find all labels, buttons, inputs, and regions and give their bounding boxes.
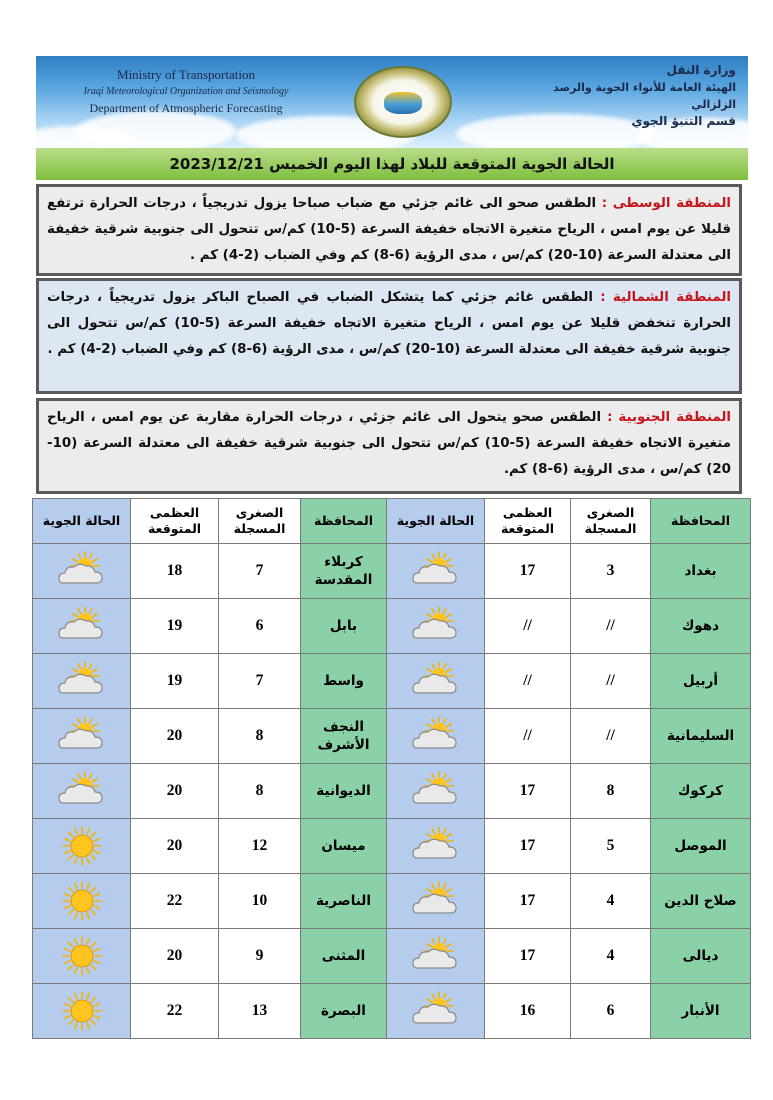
region-north-name: المنطقة الشمالية : xyxy=(600,290,731,305)
table-row xyxy=(33,984,751,1039)
min-temp-cell: 8 xyxy=(571,764,651,819)
partly-cloudy-icon xyxy=(409,936,463,976)
partly-cloudy-icon xyxy=(55,551,109,591)
table-row xyxy=(33,929,751,984)
forecast-page xyxy=(28,52,750,1062)
table-header-row xyxy=(33,499,751,544)
governorate-cell: بابل xyxy=(301,599,387,654)
weather-cell xyxy=(33,599,131,654)
weather-cell xyxy=(387,654,485,709)
weather-cell xyxy=(387,819,485,874)
max-temp-cell: // xyxy=(485,654,571,709)
max-temp-cell: 22 xyxy=(131,874,219,929)
governorate-cell: أربيل xyxy=(651,654,751,709)
max-temp-cell: 17 xyxy=(485,819,571,874)
governorate-cell: السليمانية xyxy=(651,709,751,764)
partly-cloudy-icon xyxy=(409,991,463,1031)
weather-cell xyxy=(33,984,131,1039)
min-temp-cell: // xyxy=(571,709,651,764)
governorate-cell: الناصرية xyxy=(301,874,387,929)
governorate-cell: الموصل xyxy=(651,819,751,874)
min-temp-cell: 10 xyxy=(219,874,301,929)
table-row xyxy=(33,874,751,929)
governorate-cell: النجف الأشرف xyxy=(301,709,387,764)
min-temp-cell: 8 xyxy=(219,709,301,764)
weather-cell xyxy=(33,654,131,709)
header-banner xyxy=(36,56,748,148)
min-temp-cell: 4 xyxy=(571,874,651,929)
min-temp-cell: 7 xyxy=(219,544,301,599)
weather-cell xyxy=(387,709,485,764)
sunny-icon xyxy=(60,824,104,868)
min-temp-cell: 12 xyxy=(219,819,301,874)
region-central xyxy=(36,184,742,276)
partly-cloudy-icon xyxy=(409,771,463,811)
governorate-cell: ديالى xyxy=(651,929,751,984)
header-weather: الحالة الجوية xyxy=(387,499,485,544)
partly-cloudy-icon xyxy=(409,826,463,866)
max-temp-cell: // xyxy=(485,709,571,764)
min-temp-cell: // xyxy=(571,654,651,709)
ministry-name-en: Ministry of Transportation xyxy=(117,67,255,82)
governorate-cell: الأنبار xyxy=(651,984,751,1039)
header-min: الصغرى المسجلة xyxy=(219,499,301,544)
max-temp-cell: 20 xyxy=(131,764,219,819)
header-weather: الحالة الجوية xyxy=(33,499,131,544)
min-temp-cell: 8 xyxy=(219,764,301,819)
governorate-cell: البصرة xyxy=(301,984,387,1039)
min-temp-cell: 6 xyxy=(571,984,651,1039)
region-central-name: المنطقة الوسطى : xyxy=(601,196,731,211)
weather-cell xyxy=(387,874,485,929)
sunny-icon xyxy=(60,934,104,978)
department-name-en: Department of Atmospheric Forecasting xyxy=(89,101,283,115)
region-south-text: الطقس صحو يتحول الى غائم جزئي ، درجات الحرارة مقاربة عن يوم امس ، الرياح متغيرة الاتجاه خفيفة السرعة (5-10) كم/س تتحول الى جنوبية شرقية خفيفة الى معتدلة السرعة (10-20) كم/س ، مدى الرؤية (6-8) كم. xyxy=(47,410,731,477)
region-north xyxy=(36,278,742,394)
max-temp-cell: 17 xyxy=(485,764,571,819)
region-north-text: الطقس غائم جزئي كما يتشكل الضباب في الصباح الباكر يزول تدريجياً ، درجات الحرارة تنخفض قليلا عن يوم امس ، الرياح متغيرة الاتجاه خفيفة السرعة (5-10) كم/س تتحول الى جنوبية شرقية خفيفة الى معتدلة السرعة (10-20) كم/س ، مدى الرؤية (6-8) كم وفي الضباب (2-4) كم . xyxy=(47,290,731,357)
max-temp-cell: 17 xyxy=(485,874,571,929)
header-max: العظمى المتوقعة xyxy=(131,499,219,544)
header-governorate: المحافظة xyxy=(301,499,387,544)
governorate-cell: الديوانية xyxy=(301,764,387,819)
governorate-cell: بغداد xyxy=(651,544,751,599)
english-header xyxy=(66,66,306,117)
table-row xyxy=(33,544,751,599)
min-temp-cell: 3 xyxy=(571,544,651,599)
governorate-cell: ميسان xyxy=(301,819,387,874)
organization-name-en: Iraqi Meteorological Organization and Seismology xyxy=(83,86,289,97)
governorate-cell: صلاح الدين xyxy=(651,874,751,929)
max-temp-cell: 20 xyxy=(131,819,219,874)
department-name-ar: قسم التنبؤ الجوي xyxy=(631,114,736,128)
weather-cell xyxy=(33,709,131,764)
weather-cell xyxy=(387,599,485,654)
partly-cloudy-icon xyxy=(409,661,463,701)
weather-cell xyxy=(33,544,131,599)
sunny-icon xyxy=(60,989,104,1033)
max-temp-cell: 19 xyxy=(131,599,219,654)
governorate-cell: كركوك xyxy=(651,764,751,819)
max-temp-cell: 20 xyxy=(131,929,219,984)
header-max: العظمى المتوقعة xyxy=(485,499,571,544)
partly-cloudy-icon xyxy=(409,606,463,646)
max-temp-cell: 17 xyxy=(485,929,571,984)
governorate-cell: المثنى xyxy=(301,929,387,984)
header-min: الصغرى المسجلة xyxy=(571,499,651,544)
weather-cell xyxy=(387,544,485,599)
partly-cloudy-icon xyxy=(55,606,109,646)
table-row xyxy=(33,654,751,709)
max-temp-cell: 17 xyxy=(485,544,571,599)
arabic-header xyxy=(506,62,736,130)
max-temp-cell: 19 xyxy=(131,654,219,709)
partly-cloudy-icon xyxy=(55,661,109,701)
region-south xyxy=(36,398,742,494)
weather-cell xyxy=(387,764,485,819)
partly-cloudy-icon xyxy=(409,716,463,756)
table-row xyxy=(33,764,751,819)
organization-name-ar: الهيئة العامة للأنواء الجوية والرصد الزلزالي xyxy=(553,81,736,111)
weather-cell xyxy=(33,929,131,984)
governorate-cell: واسط xyxy=(301,654,387,709)
min-temp-cell: 4 xyxy=(571,929,651,984)
region-south-name: المنطقة الجنوبية : xyxy=(607,410,732,425)
partly-cloudy-icon xyxy=(55,716,109,756)
min-temp-cell: 9 xyxy=(219,929,301,984)
header-governorate: المحافظة xyxy=(651,499,751,544)
min-temp-cell: // xyxy=(571,599,651,654)
max-temp-cell: 18 xyxy=(131,544,219,599)
min-temp-cell: 13 xyxy=(219,984,301,1039)
weather-cell xyxy=(33,764,131,819)
weather-cell xyxy=(33,819,131,874)
table-row xyxy=(33,819,751,874)
partly-cloudy-icon xyxy=(55,771,109,811)
partly-cloudy-icon xyxy=(409,881,463,921)
min-temp-cell: 6 xyxy=(219,599,301,654)
min-temp-cell: 7 xyxy=(219,654,301,709)
weather-cell xyxy=(387,929,485,984)
max-temp-cell: 16 xyxy=(485,984,571,1039)
ministry-name-ar: وزارة النقل xyxy=(666,63,736,77)
region-central-text: الطقس صحو الى غائم جزئي مع ضباب صباحا يزول تدريجياً ، درجات الحرارة ترتفع قليلا عن يوم امس ، الرياح متغيرة الاتجاه خفيفة السرعة (5-10) كم/س تتحول الى جنوبية شرقية خفيفة الى معتدلة السرعة (10-20) كم/س ، مدى الرؤية (6-8) كم وفي الضباب (2-4) كم . xyxy=(47,196,731,263)
partly-cloudy-icon xyxy=(409,551,463,591)
forecast-table xyxy=(32,498,751,1039)
weather-cell xyxy=(33,874,131,929)
max-temp-cell: 20 xyxy=(131,709,219,764)
page-title: الحالة الجوية المتوقعة للبلاد لهذا اليوم الخميس 2023/12/21 xyxy=(36,148,748,180)
table-row xyxy=(33,599,751,654)
governorate-cell: كربلاء المقدسة xyxy=(301,544,387,599)
sunny-icon xyxy=(60,879,104,923)
max-temp-cell: // xyxy=(485,599,571,654)
organization-emblem-icon xyxy=(354,66,452,138)
table-row xyxy=(33,709,751,764)
weather-cell xyxy=(387,984,485,1039)
max-temp-cell: 22 xyxy=(131,984,219,1039)
min-temp-cell: 5 xyxy=(571,819,651,874)
governorate-cell: دهوك xyxy=(651,599,751,654)
